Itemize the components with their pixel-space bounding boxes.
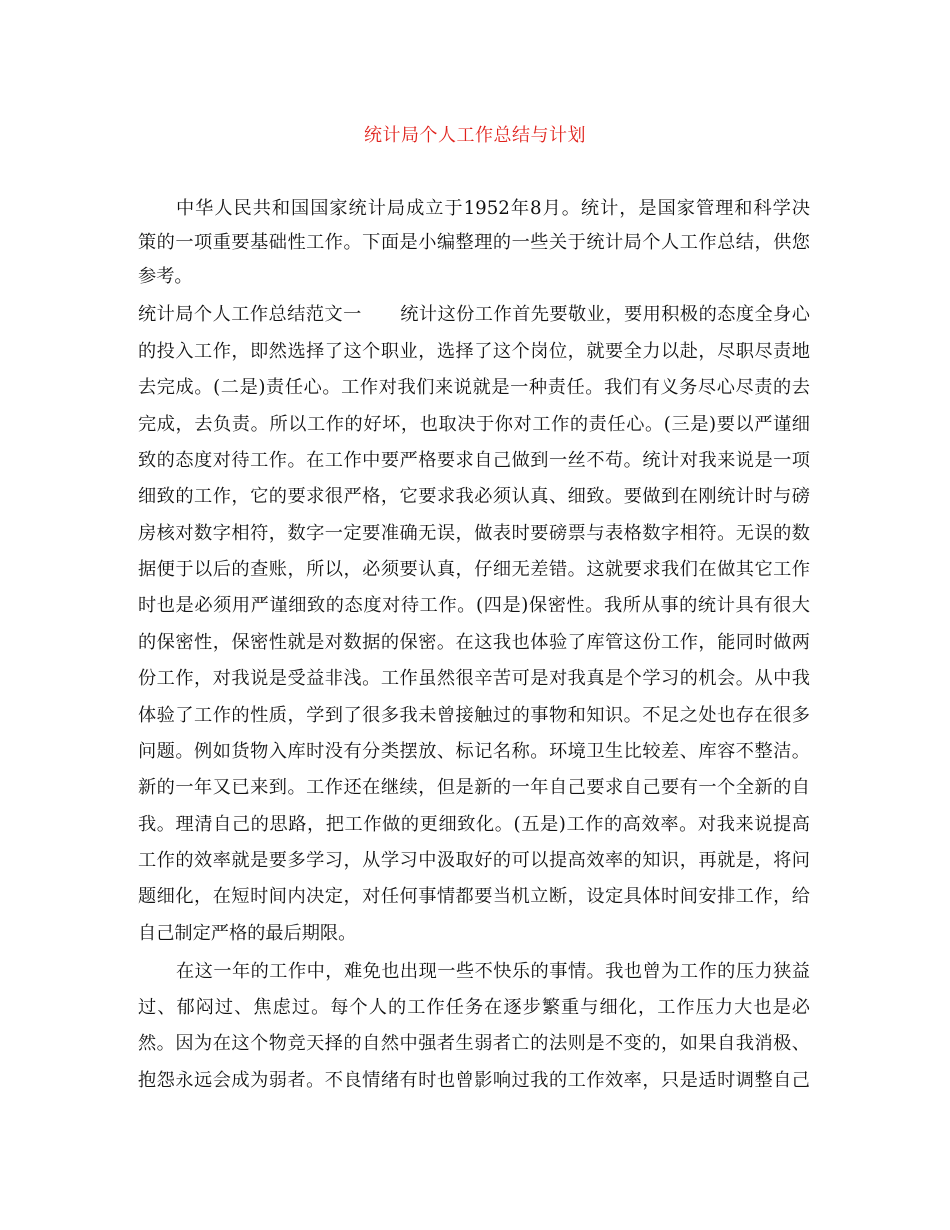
paragraph-line: 据便于以后的查账，所以，必须要认真，仔细无差错。这就要求我们在做其它工作: [138, 559, 810, 580]
paragraph-line: 问题。例如货物入库时没有分类摆放、标记名称。环境卫生比较差、库容不整洁。: [138, 741, 810, 762]
paragraph-line: 的保密性，保密性就是对数据的保密。在这我也体验了库管这份工作，能同时做两: [138, 632, 810, 653]
paragraph-line: 份工作，对我说是受益非浅。工作虽然很辛苦可是对我真是个学习的机会。从中我: [138, 668, 810, 689]
paragraph-line: 细致的工作，它的要求很严格，它要求我必须认真、细致。要做到在刚统计时与磅: [138, 486, 810, 507]
paragraph-line: 工作的效率就是要多学习，从学习中汲取好的可以提高效率的知识，再就是，将问: [138, 850, 810, 871]
paragraph-line: 在这一年的工作中，难免也出现一些不快乐的事情。我也曾为工作的压力狭益: [176, 961, 810, 982]
paragraph-line: 的投入工作，即然选择了这个职业，选择了这个岗位，就要全力以赴，尽职尽责地: [138, 341, 810, 362]
document-title: 统计局个人工作总结与计划: [364, 125, 586, 146]
paragraph-line: 参考。: [138, 266, 193, 287]
section-heading: 统计局个人工作总结范文一: [138, 304, 362, 325]
paragraph-line: 题细化，在短时间内决定，对任何事情都要当机立断，设定具体时间安排工作，给: [138, 886, 810, 907]
paragraph-line: 策的一项重要基础性工作。下面是小编整理的一些关于统计局个人工作总结，供您: [138, 232, 810, 253]
paragraph-line: 新的一年又已来到。工作还在继续，但是新的一年自己要求自己要有一个全新的自: [138, 777, 810, 798]
paragraph-line: 中华人民共和国国家统计局成立于1952年8月。统计，是国家管理和科学决: [176, 198, 810, 219]
paragraph-line: 统计这份工作首先要敬业，要用积极的态度全身心: [399, 304, 810, 325]
paragraph-line: 抱怨永远会成为弱者。不良情绪有时也曾影响过我的工作效率，只是适时调整自己: [138, 1070, 810, 1091]
paragraph-line: 时也是必须用严谨细致的态度对待工作。(四是)保密性。我所从事的统计具有很大: [138, 595, 810, 616]
section-line: [138, 303, 810, 327]
paragraph-line: 致的态度对待工作。在工作中要严格要求自己做到一丝不苟。统计对我来说是一项: [138, 450, 810, 471]
paragraph-line: 自己制定严格的最后期限。: [138, 923, 357, 944]
paragraph-line: 我。理清自己的思路，把工作做的更细致化。(五是)工作的高效率。对我来说提高: [138, 814, 810, 835]
paragraph-line: 过、郁闷过、焦虑过。每个人的工作任务在逐步繁重与细化，工作压力大也是必: [138, 997, 810, 1018]
paragraph-line: 去完成。(二是)责任心。工作对我们来说就是一种责任。我们有义务尽心尽责的去: [138, 377, 810, 398]
paragraph-line: 然。因为在这个物竞天择的自然中强者生弱者亡的法则是不变的，如果自我消极、: [138, 1033, 810, 1054]
paragraph-line: 完成，去负责。所以工作的好坏，也取决于你对工作的责任心。(三是)要以严谨细: [138, 414, 810, 435]
paragraph-line: 房核对数字相符，数字一定要准确无误，做表时要磅票与表格数字相符。无误的数: [138, 523, 810, 544]
paragraph-line: 体验了工作的性质，学到了很多我未曾接触过的事物和知识。不足之处也存在很多: [138, 705, 810, 726]
